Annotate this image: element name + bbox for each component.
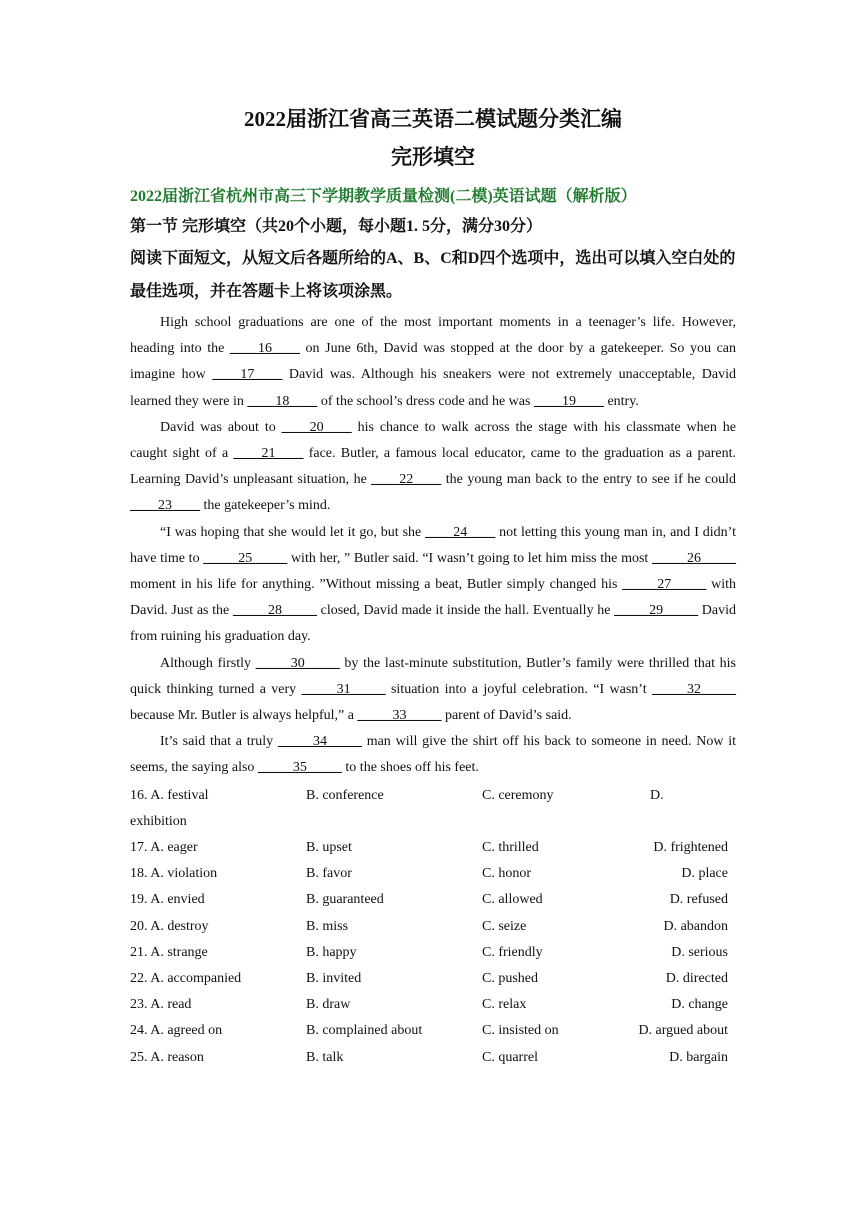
passage-text: because Mr. Butler is always helpful,” a [130,708,358,724]
option-a: 21. A. strange [130,944,208,960]
passage-text: the gatekeeper’s mind. [200,498,331,514]
answer-blank: _____25_____ [203,550,288,566]
answer-blank: _____27_____ [622,577,707,593]
answer-blank: _____32_____ [651,681,736,697]
passage [130,310,736,782]
answer-blank: ____24____ [425,524,496,540]
option-c: C. seize [482,918,527,934]
option-a: 24. A. agreed on [130,1023,223,1039]
option-c: C. allowed [482,892,543,908]
option-a: 19. A. envied [130,892,205,908]
option-b: B. complained about [306,1023,423,1039]
answer-blank: _____31_____ [301,681,386,697]
passage-text: David from ruining his graduation day. [130,603,737,645]
passage-text: moment in his life for anything. ”Without missing a beat, Butler simply changed his [130,577,623,593]
option-b: B. upset [306,840,352,856]
passage-text: David was. Although his sneakers were not extremely unacceptable, David learned they were in [130,367,736,409]
answer-blank: ____21____ [233,446,304,462]
option-b: B. miss [306,918,349,934]
passage-text: “I was hoping that she would let it go, but she [160,524,426,540]
option-c: C. quarrel [482,1049,538,1065]
exam-source: 2022届浙江省杭州市高三下学期教学质量检测(二模)英语试题（解析版） [130,188,637,205]
option-c: C. pushed [482,970,538,986]
option-d: D. abandon [663,918,728,934]
answer-blank: ____19____ [533,393,604,409]
passage-text: closed, David made it inside the hall. Eventually he [316,603,615,619]
answer-blank: ____22____ [371,472,442,488]
option-d: D. frightened [653,840,728,856]
option-c: C. honor [482,866,531,882]
option-b: B. invited [306,970,362,986]
answer-blank: _____30_____ [255,655,340,671]
passage-text: parent of David’s said. [441,708,572,724]
answer-blank: ____20____ [281,419,352,435]
option-d: D. serious [671,944,728,960]
passage-text: High school graduations are one of the most important moments in a teenager’s life. However, heading into the [130,315,736,357]
question-row [130,861,736,887]
passage-text: the young man back to the entry to see if he could [441,472,736,488]
option-a: 25. A. reason [130,1049,204,1065]
question-row [130,783,736,809]
option-c: C. friendly [482,944,543,960]
answer-blank: ____18____ [247,393,318,409]
answer-blank: ____17____ [212,367,283,383]
question-row [130,940,736,966]
passage-text: It’s said that a truly [160,734,278,750]
question-row [130,1018,736,1044]
option-a: 22. A. accompanied [130,970,242,986]
option-d: D. bargain [669,1049,728,1065]
option-b: B. draw [306,997,351,1013]
option-d: D. directed [665,970,728,986]
option-c: C. thrilled [482,840,539,856]
passage-text: face. Butler, a famous local educator, came to the graduation as a parent. Learning David’s unpleasant situation, he [130,446,736,488]
passage-paragraph [130,520,736,651]
passage-text: with her, ” Butler said. “I wasn’t going to let him miss the most [287,550,652,566]
option-b: B. happy [306,944,357,960]
option-a: 17. A. eager [130,840,198,856]
passage-paragraph [130,651,736,730]
document-subtitle: 完形填空 [391,145,475,169]
passage-paragraph [130,310,736,415]
passage-text: of the school’s dress code and he was [317,393,534,409]
answer-options [130,783,736,1071]
answer-blank: _____28_____ [232,603,317,619]
option-a: 23. A. read [130,997,192,1013]
answer-blank: _____26_____ [652,550,736,566]
option-d-text: exhibition [130,813,187,829]
option-b: B. conference [306,787,384,803]
passage-text: not letting this young man in, and I didn’t have time to [130,524,736,566]
passage-text: to the shoes off his feet. [341,760,479,776]
answer-blank: ____23____ [130,498,200,514]
answer-blank: _____34_____ [277,734,362,750]
question-row-continued [130,809,736,835]
option-d: D. place [681,866,728,882]
option-a: 16. A. festival [130,787,209,803]
passage-text: David was about to [160,419,282,435]
passage-text: situation into a joyful celebration. “I wasn’t [385,681,652,697]
question-row [130,966,736,992]
answer-blank: _____33_____ [357,708,442,724]
section-heading: 第一节 完形填空（共20个小题，每小题1. 5分，满分30分） [130,218,543,235]
option-a: 18. A. violation [130,866,218,882]
passage-text: Although firstly [160,655,256,671]
document-title: 2022届浙江省高三英语二模试题分类汇编 [244,107,622,131]
answer-blank: ____16____ [229,341,300,357]
option-d: D. refused [669,892,728,908]
passage-text: entry. [603,393,639,409]
question-row [130,1045,736,1071]
option-b: B. favor [306,866,352,882]
passage-text: his chance to walk across the stage with his classmate when he caught sight of a [130,419,736,462]
passage-text: by the last-minute substitution, Butler’s family were thrilled that his quick thinking turned a very [130,655,736,697]
passage-paragraph [130,415,736,520]
question-row [130,835,736,861]
passage-text: with David. Just as the [130,577,737,619]
option-b: B. guaranteed [306,892,384,908]
document-page [130,100,736,1071]
option-d: D. change [671,997,728,1013]
question-row [130,992,736,1018]
option-c: C. relax [482,997,527,1013]
passage-paragraph [130,729,736,781]
question-row [130,914,736,940]
passage-text: on June 6th, David was stopped at the door by a gatekeeper. So you can imagine how [130,341,736,383]
instruction-text: 阅读下面短文，从短文后各题所给的A、B、C和D四个选项中，选出可以填入空白处的最佳选项，并在答题卡上将该项涂黑。 [130,250,736,300]
option-a: 20. A. destroy [130,918,209,934]
option-b: B. talk [306,1049,344,1065]
answer-blank: _____29_____ [614,603,699,619]
option-c: C. ceremony [482,787,554,803]
answer-blank: _____35_____ [257,760,342,776]
passage-text: man will give the shirt off his back to someone in need. Now it seems, the saying also [130,734,736,776]
question-row [130,887,736,913]
option-c: C. insisted on [482,1023,559,1039]
option-d: D. argued about [638,1023,728,1039]
option-d: D. [650,787,664,803]
